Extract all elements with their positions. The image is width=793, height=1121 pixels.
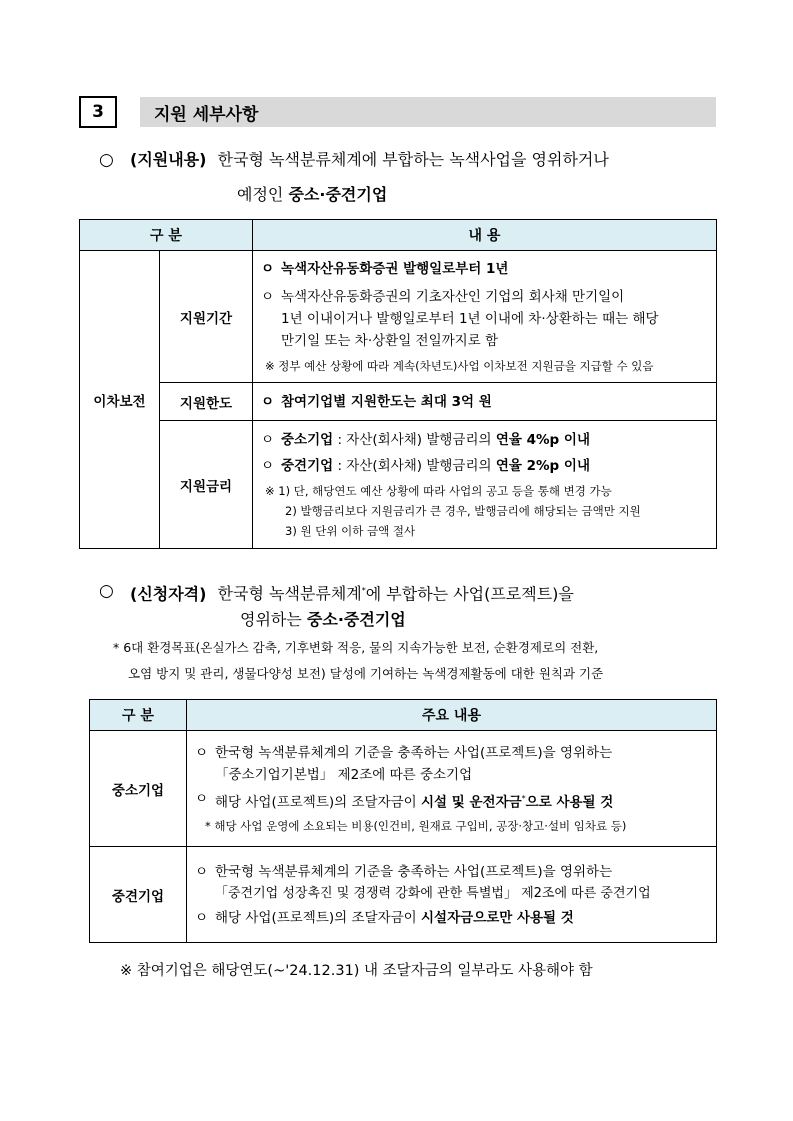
bottom-note: ※ 참여기업은 해당연도(~'24.12.31) 내 조달자금의 일부라도 사용해야 함 <box>120 963 593 979</box>
table2-header-content: 주요 내용 <box>187 700 717 731</box>
eligibility-line1: (신청자격) 한국형 녹색분류체계*에 부합하는 사업(프로젝트)을 <box>130 584 574 604</box>
eligibility-line2: 영위하는 중소·중견기업 <box>240 610 406 629</box>
mid-item2: ㅇ 해당 사업(프로젝트)의 조달자금이 시설자금으로만 사용될 것 <box>195 910 574 926</box>
table1-header-content: 내 용 <box>253 220 717 251</box>
rate-item-mid: ㅇ 중견기업 : 자산(회사채) 발행금리의 연율 2%p 이내 <box>261 458 590 474</box>
mid-item1: ㅇ 한국형 녹색분류체계의 기준을 충족하는 사업(프로젝트)을 영위하는 「중견기업 성장촉진 및 경쟁력 강화에 관한 특별법」 제2조에 따른 중견기업 <box>195 864 651 901</box>
eligibility-target: 중소·중견기업 <box>306 610 406 629</box>
row-label-period: 지원기간 <box>160 251 253 383</box>
section-title: 지원 세부사항 <box>140 97 716 127</box>
rate-note3: 3) 원 단위 이하 금액 절사 <box>285 524 416 538</box>
rate-note1: ※ 1) 단, 해당연도 예산 상황에 따라 사업의 공고 등을 통해 변경 가능 <box>265 484 612 498</box>
table1-header-category: 구 분 <box>80 220 253 251</box>
rate-note2: 2) 발행금리보다 지원금리가 큰 경우, 발행금리에 해당되는 금액만 지원 <box>285 504 641 518</box>
sme-item1: ㅇ 한국형 녹색분류체계의 기준을 충족하는 사업(프로젝트)을 영위하는 「중소기업기본법」 제2조에 따른 중소기업 <box>195 745 613 784</box>
eligibility-footnote1: * 6대 환경목표(온실가스 감축, 기후변화 적응, 물의 지속가능한 보전, 순환경제로의 전환, <box>113 640 599 655</box>
support-details-table <box>79 219 717 549</box>
rate-item-sme: ㅇ 중소기업 : 자산(회사채) 발행금리의 연율 4%p 이내 <box>261 432 590 448</box>
support-content-target: 중소·중견기업 <box>288 185 388 204</box>
sme-content <box>187 731 717 847</box>
sme-note: * 해당 사업 운영에 소요되는 비용(인건비, 원재료 구입비, 공장·창고·설비 임차료 등) <box>205 818 627 833</box>
support-content-line2 <box>237 181 387 209</box>
section-number: 3 <box>79 96 117 128</box>
row-label-limit: 지원한도 <box>160 383 253 421</box>
period-content <box>253 251 717 383</box>
table2-header-category: 구 분 <box>90 700 187 731</box>
support-content-text1: 한국형 녹색분류체계에 부합하는 녹색사업을 영위하거나 <box>217 150 609 169</box>
period-item2: ㅇ 녹색자산유동화증권의 기초자산인 기업의 회사채 만기일이 1년 이내이거나 발행일로부터 1년 이내에 차·상환하는 때는 해당 만기일 또는 차·상환일 전일까지로 함 <box>261 289 659 349</box>
group-label-interest-subsidy: 이차보전 <box>80 251 160 549</box>
limit-content <box>253 383 717 421</box>
eligibility-label: (신청자격) <box>130 584 207 604</box>
bullet-eligibility: ○ <box>99 581 114 601</box>
bullet-support-content: ○ <box>99 150 114 170</box>
eligibility-table <box>89 699 717 943</box>
row-label-sme: 중소기업 <box>90 731 187 847</box>
support-content-text2: 예정인 <box>237 185 289 204</box>
eligibility-footnote2: 오염 방지 및 관리, 생물다양성 보전) 달성에 기여하는 녹색경제활동에 대한 원칙과 기준 <box>128 666 604 681</box>
rate-content <box>253 421 717 549</box>
row-label-rate: 지원금리 <box>160 421 253 549</box>
row-label-mid: 중견기업 <box>90 847 187 943</box>
limit-item: ㅇ 참여기업별 지원한도는 최대 3억 원 <box>261 393 492 410</box>
mid-content <box>187 847 717 943</box>
support-content-label: (지원내용) <box>130 150 207 169</box>
period-note: ※ 정부 예산 상황에 따라 계속(차년도)사업 이차보전 지원금을 지급할 수 있음 <box>265 359 654 373</box>
support-content-line1 <box>130 146 609 174</box>
period-item1: ㅇ 녹색자산유동화증권 발행일로부터 1년 <box>261 261 509 277</box>
sme-item2: ㅇ 해당 사업(프로젝트)의 조달자금이 시설 및 운전자금*으로 사용될 것 <box>195 791 614 811</box>
